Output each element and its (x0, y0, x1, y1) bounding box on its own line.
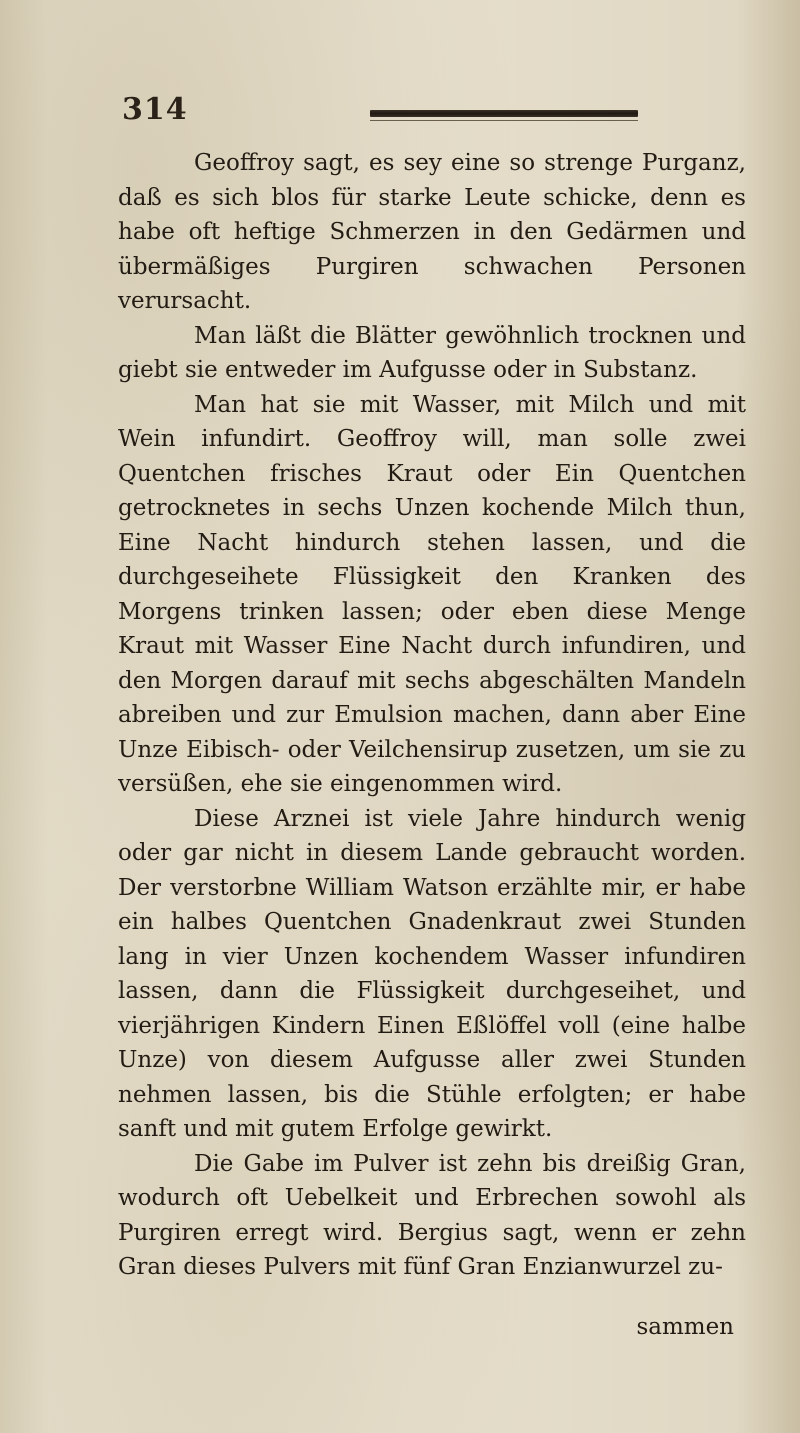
header-rule (370, 110, 638, 117)
paragraph-2: Man läßt die Blätter gewöhnlich trocknen und giebt sie entweder im Aufgusse oder in Substanz. (118, 322, 746, 383)
catchword: sammen (636, 1314, 734, 1340)
body-text (118, 146, 746, 1285)
paragraph-1: Geoffroy sagt, es sey eine so strenge Purganz, daß es sich blos für starke Leute schicke, denn es habe oft heftige Schmerzen in den Gedärmen und übermäßiges Purgiren schwachen Personen verursacht. (118, 150, 746, 314)
page-number: 314 (122, 92, 188, 127)
page-header (122, 92, 742, 132)
paragraph-5: Die Gabe im Pulver ist zehn bis dreißig Gran, wodurch oft Uebelkeit und Erbrechen sowohl als Purgiren erregt wird. Bergius sagt, wenn er zehn Gran dieses Pulvers mit fünf Gran Enzianwurzel zu- (118, 1150, 746, 1280)
paragraph-4: Diese Arznei ist viele Jahre hindurch wenig oder gar nicht in diesem Lande gebraucht worden. Der verstorbne William Watson erzählte mir, er habe ein halbes Quentchen Gnadenkraut zwei Stunden lang in vier Unzen kochendem Wasser infundiren lassen, dann die Flüssigkeit durchgeseihet, und vierjährigen Kindern Einen Eßlöffel voll (eine halbe Unze) von diesem Aufgusse aller zwei Stunden nehmen lassen, bis die Stühle erfolgten; er habe sanft und mit gutem Erfolge gewirkt. (118, 805, 746, 1142)
paragraph-3: Man hat sie mit Wasser, mit Milch und mit Wein infundirt. Geoffroy will, man solle zwei Quentchen frisches Kraut oder Ein Quentchen getrocknetes in sechs Unzen kochende Milch thun, Eine Nacht hindurch stehen lassen, und die durchgeseihete Flüssigkeit den Kranken des Morgens trinken lassen; oder eben diese Menge Kraut mit Wasser Eine Nacht durch infundiren, und den Morgen darauf mit sechs abgeschälten Mandeln abreiben und zur Emulsion machen, dann aber Eine Unze Eibisch- oder Veilchensirup zusetzen, um sie zu versüßen, ehe sie eingenommen wird. (118, 391, 746, 797)
